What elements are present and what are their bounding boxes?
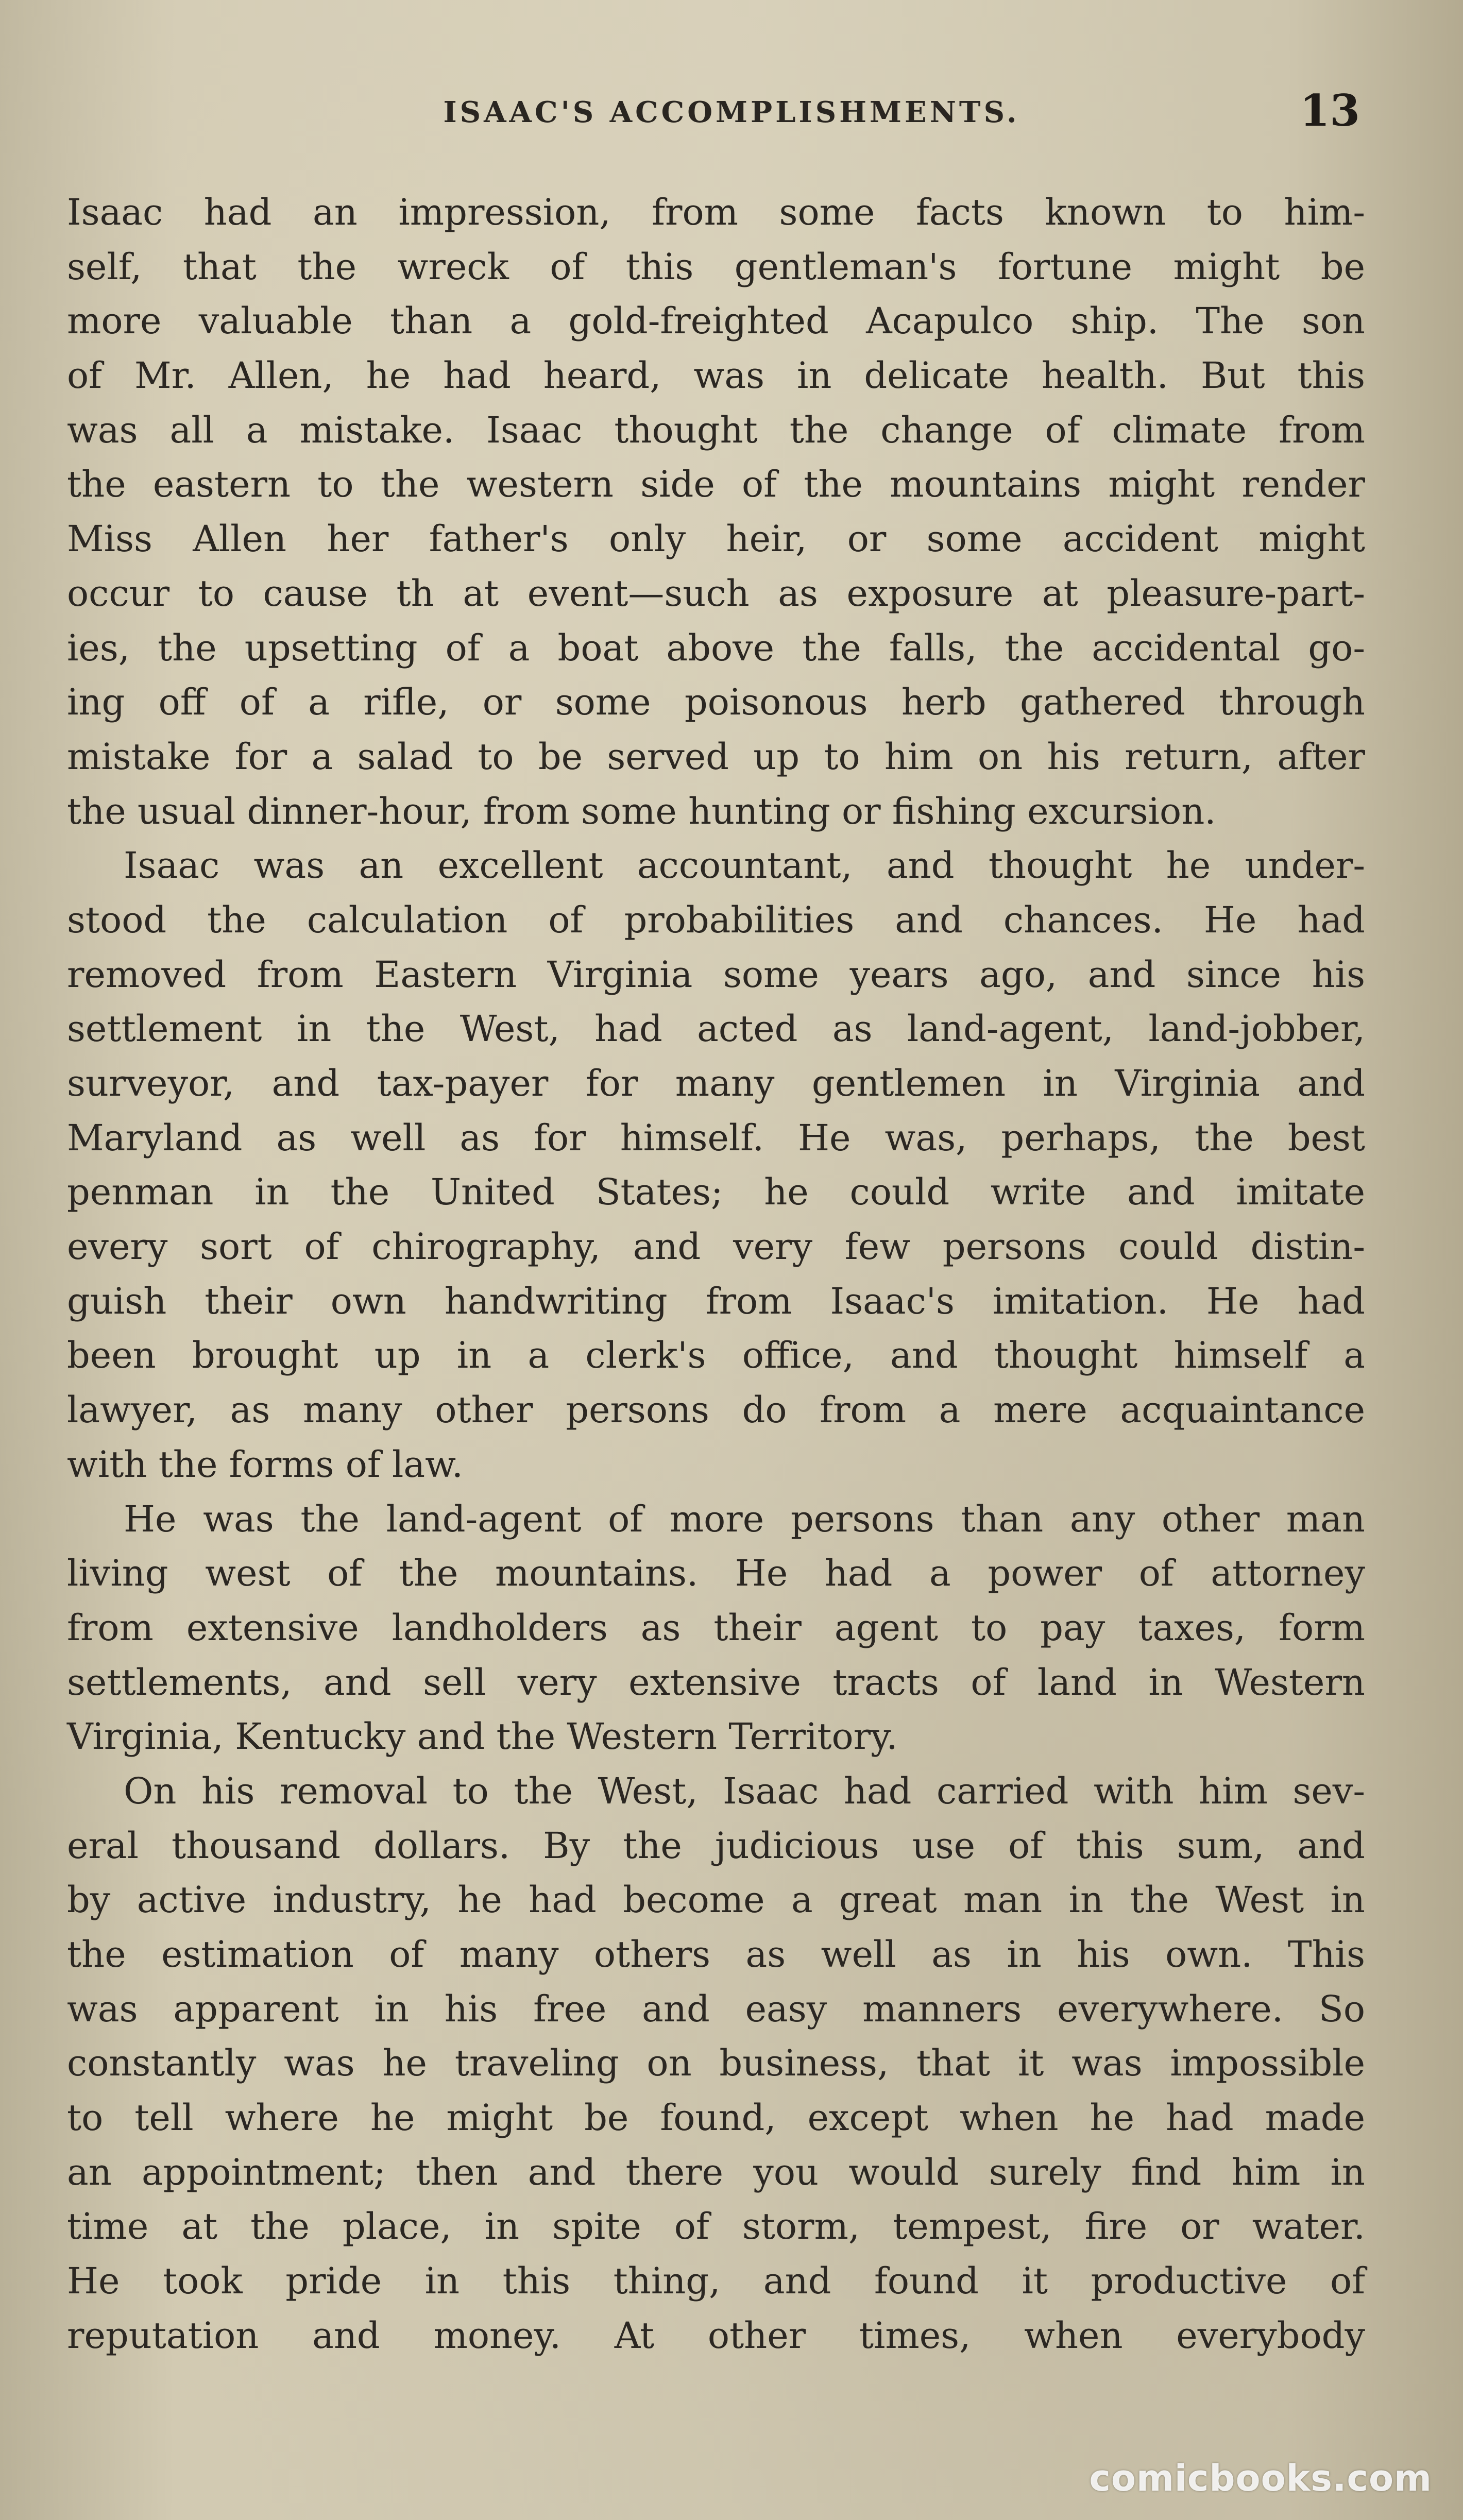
text-line: was all a mistake. Isaac thought the change of climate from [67,408,1365,451]
text-line: removed from Eastern Virginia some years ago, and since his [67,953,1365,996]
text-line: He took pride in this thing, and found it productive of [67,2260,1365,2303]
text-line: constantly was he traveling on business, that it was impossible [67,2042,1365,2085]
text-line: by active industry, he had become a great man in the West in [67,1879,1365,1921]
text-line: ies, the upsetting of a boat above the falls, the accidental go- [67,626,1365,669]
text-line: self, that the wreck of this gentleman's fortune might be [67,245,1365,288]
text-line: Isaac was an excellent accountant, and thought he under- [124,844,1365,887]
page-number: 13 [1300,85,1360,136]
text-line: On his removal to the West, Isaac had carried with him sev- [124,1769,1365,1812]
text-line: settlements, and sell very extensive tracts of land in Western [67,1661,1365,1704]
text-line: surveyor, and tax-payer for many gentlemen in Virginia and [67,1062,1365,1104]
text-line: settlement in the West, had acted as land-agent, land-jobber, [67,1008,1365,1050]
text-line: been brought up in a clerk's office, and thought himself a [67,1334,1365,1377]
text-line: every sort of chirography, and very few persons could distin- [67,1225,1365,1268]
text-line: more valuable than a gold-freighted Acapulco ship. The son [67,300,1365,343]
text-line: from extensive landholders as their agent to pay taxes, form [67,1606,1365,1649]
text-line: to tell where he might be found, except when he had made [67,2097,1365,2139]
text-line: occur to cause th at event—such as exposure at pleasure-part- [67,572,1365,615]
text-line: of Mr. Allen, he had heard, was in delicate health. But this [67,354,1365,397]
text-line: lawyer, as many other persons do from a mere acquaintance [67,1389,1365,1432]
text-line: the usual dinner-hour, from some hunting or fishing excursion. [67,790,1216,832]
text-line: guish their own handwriting from Isaac's imitation. He had [67,1280,1365,1322]
text-line: Isaac had an impression, from some facts known to him- [67,191,1365,233]
running-head: ISAAC'S ACCOMPLISHMENTS. [443,95,1020,129]
text-line: was apparent in his free and easy manners everywhere. So [67,1987,1365,2030]
text-line: Virginia, Kentucky and the Western Territory. [67,1715,898,1758]
text-line: Miss Allen her father's only heir, or some accident might [67,518,1365,560]
text-line: Maryland as well as for himself. He was, perhaps, the best [67,1116,1365,1159]
text-line: with the forms of law. [67,1443,464,1486]
text-line: He was the land-agent of more persons than any other man [124,1497,1365,1540]
text-line: reputation and money. At other times, when everybody [67,2314,1365,2357]
page-header [0,85,1463,142]
text-line: mistake for a salad to be served up to him on his return, after [67,735,1365,778]
text-line: the estimation of many others as well as in his own. This [67,1933,1365,1976]
text-line: an appointment; then and there you would surely find him in [67,2151,1365,2193]
text-line: eral thousand dollars. By the judicious use of this sum, and [67,1824,1365,1867]
watermark-text: comicbooks.com [1089,2457,1432,2499]
body-text [67,185,1365,2363]
text-line: penman in the United States; he could write and imitate [67,1171,1365,1214]
text-line: stood the calculation of probabilities and chances. He had [67,898,1365,941]
text-line: the eastern to the western side of the mountains might render [67,463,1365,506]
text-line: living west of the mountains. He had a power of attorney [67,1552,1365,1595]
text-line: ing off of a rifle, or some poisonous herb gathered through [67,681,1365,724]
text-line: time at the place, in spite of storm, tempest, fire or water. [67,2205,1365,2248]
